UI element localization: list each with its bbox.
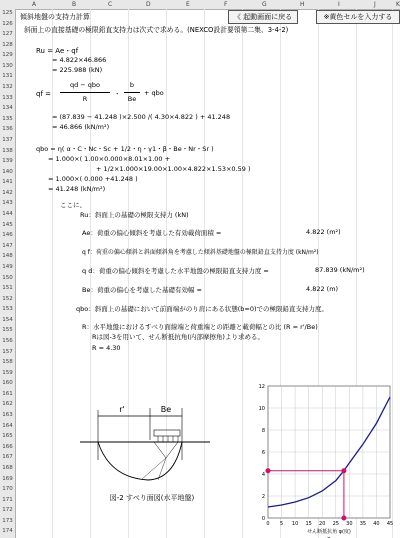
def-r-2: Rは図-3を用いて、せん断抵抗角(内部摩擦角)より求める。 [92,333,264,341]
column-header-a[interactable]: A [32,1,37,8]
row-number[interactable]: 174 [2,528,13,535]
qf-fraction-bar-2 [124,92,140,93]
row-number[interactable]: 144 [2,211,13,218]
back-to-start-button[interactable]: 《 起動画面に戻る [228,10,298,24]
row-number[interactable]: 128 [2,41,13,48]
qbo-line4: = 1.000×( 0.000 +41.248 ) [48,175,138,183]
qf-line2: = (87.839 − 41.248 )×2.500 /( 4.30×4.822 ) + 41.248 [52,113,231,121]
row-header-bar [0,9,16,538]
load-arrows [158,436,178,442]
row-number[interactable]: 141 [2,179,13,186]
row-number[interactable]: 167 [2,454,13,461]
column-header-e[interactable]: E [186,1,190,8]
def-be-value: 4.822 (m) [306,285,339,293]
column-header-d[interactable]: D [146,1,151,8]
def-be: Be：荷重の偏心を考慮した基礎有効幅 = [82,286,202,294]
footing-load [154,430,180,436]
column-header-j[interactable]: J [374,1,376,8]
slip-surface-curve [98,442,182,480]
y-tick-label: 12 [258,384,265,390]
x-tick-label: 30 [346,521,353,527]
qbo-formula: qbo = η( α・C・Nc・Sc + 1/2・η・γ1・β・Be・Nr・Sr ) [36,145,214,153]
column-header-c[interactable]: C [108,1,113,8]
x-axis-label: せん断抵抗角 φ(度) [307,529,351,535]
def-qbo: qbo：斜面上の基礎において前面端がのり肩にある状態(b=0)での極限鉛直支持力度。 [76,305,329,313]
row-number[interactable]: 149 [2,263,13,270]
row-number[interactable]: 169 [2,475,13,482]
qf-denominator-2: Be [127,95,137,103]
column-header-b[interactable]: B [72,1,77,8]
qf-result: = 46.866 (kN/m²) [52,123,110,131]
row-number[interactable]: 138 [2,147,13,154]
qf-numerator-2: b [129,81,135,89]
ru-line2: = 4.822×46.866 [52,56,107,64]
x-tick-label: 40 [373,521,380,527]
column-header-k[interactable]: K [396,1,400,8]
qf-lhs: qf = [36,90,51,98]
row-number[interactable]: 139 [2,158,13,165]
x-tick-label: 0 [266,521,270,527]
def-ru: Ru：斜面上の基礎の極限支持力 (kN) [80,211,189,219]
def-qf: q f：荷重の偏心傾斜と斜面傾斜角を考慮した傾斜基礎地盤の極限鉛直支持力度 (kN/m²) [82,249,319,256]
row-number[interactable]: 160 [2,380,13,387]
row-number[interactable]: 162 [2,401,13,408]
x-tick-label: 15 [305,521,312,527]
intro-text: 斜面上の直接基礎の極限鉛直支持力は次式で求める。(NEXCO設計要領第二集、3-4-2) [24,26,289,34]
row-number[interactable]: 166 [2,443,13,450]
row-number[interactable]: 152 [2,295,13,302]
row-number[interactable]: 146 [2,232,13,239]
qbo-line3: + 1/2×1.000×19.00×1.00×4.822×1.53×0.59 ) [96,165,251,173]
row-number[interactable]: 142 [2,189,13,196]
r-label: r' [119,405,125,414]
def-ae: Ae：荷重の偏心傾斜を考慮した有効載荷面積 = [82,229,222,237]
qf-numerator-1: qd − qbo [69,81,101,89]
row-number[interactable]: 173 [2,517,13,524]
x-tick-label: 20 [319,521,326,527]
row-number[interactable]: 151 [2,285,13,292]
marker-dot-y-axis [266,468,271,473]
qf-denominator-1: R [82,95,88,103]
wedge-zone [154,442,178,458]
qf-fraction-bar-1 [60,92,110,93]
row-number[interactable]: 156 [2,337,13,344]
row-number[interactable]: 165 [2,433,13,440]
row-number[interactable]: 171 [2,496,13,503]
row-number[interactable]: 159 [2,369,13,376]
column-header-h[interactable]: H [300,1,305,8]
sheet-title: 傾斜地盤の支持力計算 [20,13,90,21]
def-qd-value: 87.839 (kN/m²) [315,266,365,274]
def-qd: q d：荷重の偏心傾斜を考慮した水平地盤の極限鉛直支持力度 = [82,267,269,275]
row-number[interactable]: 155 [2,327,13,334]
row-number[interactable]: 157 [2,348,13,355]
row-number[interactable]: 136 [2,126,13,133]
row-number[interactable]: 127 [2,31,13,38]
def-r-1: R：水平地盤におけるすべり面線端と荷重端との距離と載荷幅との比 (R = r'/Be) [82,323,318,331]
x-tick-label: 10 [291,521,299,527]
row-number[interactable]: 172 [2,507,13,514]
y-tick-label: 0 [261,516,265,522]
row-number[interactable]: 168 [2,464,13,471]
def-ae-value: 4.822 (m²) [306,228,341,236]
row-number[interactable]: 154 [2,316,13,323]
x-tick-label: 5 [279,521,284,527]
row-number[interactable]: 135 [2,115,13,122]
y-tick-label: 6 [261,450,265,456]
row-number[interactable]: 158 [2,359,13,366]
row-number[interactable]: 126 [2,20,13,27]
row-number[interactable]: 125 [2,10,13,16]
row-number[interactable]: 147 [2,242,13,249]
row-number[interactable]: 161 [2,390,13,397]
qbo-result: = 41.248 (kN/m²) [48,185,106,193]
ru-formula: Ru = Ae・qf [36,47,79,55]
qf-tail: + qbo [144,89,164,97]
row-number[interactable]: 153 [2,306,13,313]
r-vs-phi-chart [252,380,398,538]
y-tick-label: 10 [258,406,265,412]
row-number[interactable]: 131 [2,73,13,80]
row-number[interactable]: 170 [2,486,13,493]
slip-surface-figure [70,400,235,505]
row-number[interactable]: 132 [2,84,13,91]
x-tick-label: 25 [332,521,339,527]
row-number[interactable]: 129 [2,52,13,59]
figure2-caption: 図-2 すべり面図(水平地盤) [109,494,195,502]
row-number[interactable]: 140 [2,168,13,175]
column-header-i[interactable]: I [338,1,340,8]
column-header-g[interactable]: G [262,1,267,8]
row-number[interactable]: 130 [2,62,13,69]
row-number[interactable]: 145 [2,221,13,228]
row-number[interactable]: 133 [2,94,13,101]
row-number[interactable]: 150 [2,274,13,281]
y-tick-label: 4 [261,472,265,478]
qbo-line2: = 1.000×( 1.00×0.000×8.01×1.00 + [48,155,171,163]
row-number[interactable]: 164 [2,422,13,429]
y-tick-label: 2 [261,494,265,500]
row-number[interactable]: 137 [2,136,13,143]
row-number[interactable]: 148 [2,253,13,260]
column-header-bar [0,0,400,10]
y-tick-label: 8 [261,428,265,434]
x-tick-label: 35 [359,521,367,527]
row-number[interactable]: 143 [2,200,13,207]
x-tick-label: 45 [386,521,394,527]
ru-result: = 225.988 (kN) [52,66,103,74]
qf-dot: ・ [114,90,121,98]
def-r-value: R = 4.30 [92,344,121,352]
be-label: Be [160,405,172,414]
marker-dot-curve [341,468,346,473]
column-header-f[interactable]: F [224,1,228,8]
defs-heading: ここに、 [60,201,86,209]
marker-dot-x-axis [341,516,346,521]
row-number[interactable]: 134 [2,105,13,112]
input-yellow-cells-button[interactable]: ※黄色セルを入力する [316,10,400,24]
row-number[interactable]: 163 [2,412,13,419]
